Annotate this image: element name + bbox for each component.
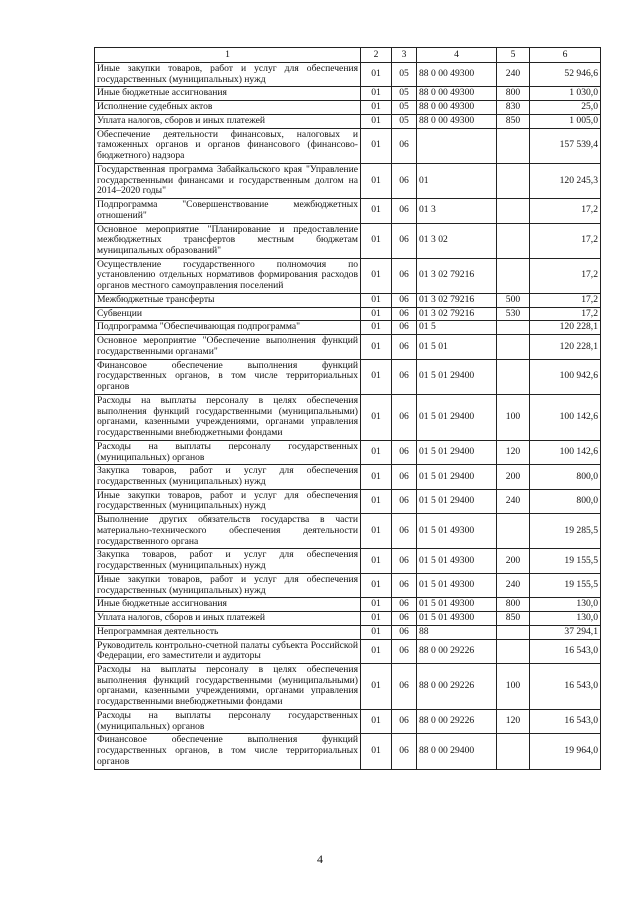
table-row [95,639,601,663]
column-header: 5 [497,48,530,63]
section-code-cell: 01 [361,489,392,513]
subsection-code-cell: 06 [392,440,417,464]
table-row [95,293,601,307]
table-row [95,163,601,198]
column-header: 6 [530,48,601,63]
target-article-cell: 01 3 02 79216 [417,293,497,307]
expense-type-cell [497,335,530,359]
section-code-cell: 01 [361,639,392,663]
table-row [95,394,601,440]
target-article-cell: 01 5 01 [417,335,497,359]
target-article-cell: 88 0 00 29226 [417,709,497,733]
section-code-cell: 01 [361,293,392,307]
table-row [95,514,601,549]
amount-cell: 130,0 [530,612,601,626]
budget-table [94,47,601,770]
section-code-cell: 01 [361,163,392,198]
target-article-cell: 01 5 01 49300 [417,612,497,626]
column-header: 1 [95,48,361,63]
target-article-cell [417,128,497,163]
page-number: 4 [317,852,323,866]
amount-cell: 1 005,0 [530,114,601,128]
row-name-cell: Субвенции [95,307,361,321]
target-article-cell: 01 3 02 [417,223,497,258]
row-name-cell: Подпрограмма "Обеспечивающая подпрограмма" [95,321,361,335]
expense-type-cell: 120 [497,440,530,464]
subsection-code-cell: 06 [392,514,417,549]
subsection-code-cell: 06 [392,625,417,639]
row-name-cell: Расходы на выплаты персоналу в целях обеспечения выполнения функций государственными (муниципальными) органами, казенными учреждениями, органами управления государственными внебюджетными фондами [95,394,361,440]
section-code-cell: 01 [361,87,392,101]
section-code-cell: 01 [361,335,392,359]
table-row [95,63,601,87]
row-name-cell: Финансовое обеспечение выполнения функций государственных органов, в том числе территориальных органов [95,359,361,394]
section-code-cell: 01 [361,258,392,293]
row-name-cell: Государственная программа Забайкальского края "Управление государственными финансами и государственным долгом на 2014–2020 годы" [95,163,361,198]
subsection-code-cell: 06 [392,465,417,489]
amount-cell: 100 142,6 [530,440,601,464]
subsection-code-cell: 06 [392,598,417,612]
table-row [95,598,601,612]
row-name-cell: Иные закупки товаров, работ и услуг для обеспечения государственных (муниципальных) нужд [95,63,361,87]
subsection-code-cell: 06 [392,258,417,293]
section-code-cell: 01 [361,440,392,464]
table-header-row [95,48,601,63]
subsection-code-cell: 06 [392,489,417,513]
row-name-cell: Иные бюджетные ассигнования [95,598,361,612]
subsection-code-cell: 06 [392,359,417,394]
table-row [95,489,601,513]
subsection-code-cell: 06 [392,734,417,769]
subsection-code-cell: 05 [392,114,417,128]
amount-cell: 17,2 [530,223,601,258]
amount-cell: 16 543,0 [530,639,601,663]
section-code-cell: 01 [361,63,392,87]
section-code-cell: 01 [361,394,392,440]
table-row [95,359,601,394]
amount-cell: 120 245,3 [530,163,601,198]
table-row [95,223,601,258]
section-code-cell: 01 [361,321,392,335]
subsection-code-cell: 06 [392,307,417,321]
amount-cell: 17,2 [530,199,601,223]
row-name-cell: Выполнение других обязательств государства в части материально-технического обеспечения деятельности государственного органа [95,514,361,549]
target-article-cell: 01 3 02 79216 [417,258,497,293]
row-name-cell: Непрограммная деятельность [95,625,361,639]
expense-type-cell [497,625,530,639]
expense-type-cell: 240 [497,489,530,513]
target-article-cell: 88 0 00 29226 [417,639,497,663]
target-article-cell: 01 5 01 49300 [417,598,497,612]
target-article-cell: 88 0 00 29226 [417,663,497,709]
amount-cell: 120 228,1 [530,335,601,359]
expense-type-cell [497,128,530,163]
section-code-cell: 01 [361,598,392,612]
row-name-cell: Расходы на выплаты персоналу государственных (муниципальных) органов [95,709,361,733]
target-article-cell: 01 5 01 29400 [417,359,497,394]
expense-type-cell: 800 [497,598,530,612]
amount-cell: 37 294,1 [530,625,601,639]
expense-type-cell: 800 [497,87,530,101]
section-code-cell: 01 [361,514,392,549]
section-code-cell: 01 [361,663,392,709]
expense-type-cell: 100 [497,663,530,709]
section-code-cell: 01 [361,573,392,597]
row-name-cell: Межбюджетные трансферты [95,293,361,307]
section-code-cell: 01 [361,612,392,626]
section-code-cell: 01 [361,114,392,128]
expense-type-cell: 850 [497,612,530,626]
target-article-cell: 01 5 01 49300 [417,514,497,549]
amount-cell: 120 228,1 [530,321,601,335]
expense-type-cell: 200 [497,549,530,573]
section-code-cell: 01 [361,734,392,769]
section-code-cell: 01 [361,549,392,573]
row-name-cell: Иные бюджетные ассигнования [95,87,361,101]
expense-type-cell [497,223,530,258]
table-row [95,128,601,163]
target-article-cell: 88 0 00 29400 [417,734,497,769]
section-code-cell: 01 [361,223,392,258]
target-article-cell: 01 3 [417,199,497,223]
subsection-code-cell: 06 [392,199,417,223]
subsection-code-cell: 05 [392,87,417,101]
expense-type-cell: 100 [497,394,530,440]
target-article-cell: 01 5 01 29400 [417,465,497,489]
row-name-cell: Расходы на выплаты персоналу государственных (муниципальных) органов [95,440,361,464]
amount-cell: 800,0 [530,489,601,513]
amount-cell: 52 946,6 [530,63,601,87]
table-row [95,199,601,223]
row-name-cell: Закупка товаров, работ и услуг для обеспечения государственных (муниципальных) нужд [95,465,361,489]
subsection-code-cell: 06 [392,293,417,307]
expense-type-cell: 830 [497,101,530,115]
subsection-code-cell: 06 [392,709,417,733]
subsection-code-cell: 06 [392,335,417,359]
expense-type-cell [497,514,530,549]
row-name-cell: Уплата налогов, сборов и иных платежей [95,114,361,128]
expense-type-cell [497,258,530,293]
expense-type-cell [497,199,530,223]
table-row [95,87,601,101]
column-header: 4 [417,48,497,63]
column-header: 3 [392,48,417,63]
table-row [95,101,601,115]
table-row [95,114,601,128]
table-row [95,321,601,335]
subsection-code-cell: 06 [392,549,417,573]
table-row [95,440,601,464]
amount-cell: 17,2 [530,307,601,321]
expense-type-cell: 530 [497,307,530,321]
table-row [95,307,601,321]
expense-type-cell [497,359,530,394]
expense-type-cell: 240 [497,63,530,87]
target-article-cell: 88 0 00 49300 [417,63,497,87]
row-name-cell: Финансовое обеспечение выполнения функций государственных органов, в том числе территориальных органов [95,734,361,769]
section-code-cell: 01 [361,625,392,639]
target-article-cell: 01 5 01 29400 [417,489,497,513]
amount-cell: 100 942,6 [530,359,601,394]
table-row [95,258,601,293]
amount-cell: 19 155,5 [530,549,601,573]
amount-cell: 800,0 [530,465,601,489]
amount-cell: 16 543,0 [530,663,601,709]
target-article-cell: 01 5 [417,321,497,335]
target-article-cell: 01 [417,163,497,198]
table-row [95,549,601,573]
row-name-cell: Основное мероприятие "Обеспечение выполнения функций государственными органами" [95,335,361,359]
subsection-code-cell: 06 [392,573,417,597]
expense-type-cell [497,734,530,769]
subsection-code-cell: 06 [392,163,417,198]
target-article-cell: 88 0 00 49300 [417,114,497,128]
table-row [95,335,601,359]
expense-type-cell [497,321,530,335]
amount-cell: 157 539,4 [530,128,601,163]
expense-type-cell: 240 [497,573,530,597]
row-name-cell: Закупка товаров, работ и услуг для обеспечения государственных (муниципальных) нужд [95,549,361,573]
amount-cell: 19 155,5 [530,573,601,597]
row-name-cell: Исполнение судебных актов [95,101,361,115]
row-name-cell: Обеспечение деятельности финансовых, налоговых и таможенных органов и органов финансового (финансово-бюджетного) надзора [95,128,361,163]
amount-cell: 19 964,0 [530,734,601,769]
amount-cell: 1 030,0 [530,87,601,101]
row-name-cell: Расходы на выплаты персоналу в целях обеспечения выполнения функций государственными (муниципальными) органами, казенными учреждениями, органами управления государственными внебюджетными фондами [95,663,361,709]
expense-type-cell [497,163,530,198]
table-row [95,663,601,709]
table-row [95,625,601,639]
subsection-code-cell: 06 [392,223,417,258]
amount-cell: 25,0 [530,101,601,115]
target-article-cell: 01 3 02 79216 [417,307,497,321]
table-row [95,573,601,597]
row-name-cell: Уплата налогов, сборов и иных платежей [95,612,361,626]
amount-cell: 100 142,6 [530,394,601,440]
section-code-cell: 01 [361,359,392,394]
subsection-code-cell: 06 [392,394,417,440]
subsection-code-cell: 05 [392,101,417,115]
expense-type-cell: 500 [497,293,530,307]
subsection-code-cell: 06 [392,663,417,709]
section-code-cell: 01 [361,101,392,115]
subsection-code-cell: 06 [392,612,417,626]
target-article-cell: 01 5 01 49300 [417,573,497,597]
row-name-cell: Иные закупки товаров, работ и услуг для обеспечения государственных (муниципальных) нужд [95,573,361,597]
subsection-code-cell: 06 [392,128,417,163]
amount-cell: 17,2 [530,293,601,307]
target-article-cell: 88 0 00 49300 [417,87,497,101]
row-name-cell: Основное мероприятие "Планирование и предоставление межбюджетных трансфертов местным бюджетам муниципальных образований" [95,223,361,258]
section-code-cell: 01 [361,465,392,489]
table-row [95,734,601,769]
amount-cell: 130,0 [530,598,601,612]
expense-type-cell: 850 [497,114,530,128]
table-row [95,612,601,626]
target-article-cell: 01 5 01 49300 [417,549,497,573]
row-name-cell: Осуществление государственного полномочия по установлению отдельных нормативов формирования расходов органов местного самоуправления поселений [95,258,361,293]
row-name-cell: Иные закупки товаров, работ и услуг для обеспечения государственных (муниципальных) нужд [95,489,361,513]
subsection-code-cell: 06 [392,321,417,335]
amount-cell: 16 543,0 [530,709,601,733]
subsection-code-cell: 05 [392,63,417,87]
amount-cell: 17,2 [530,258,601,293]
row-name-cell: Подпрограмма "Совершенствование межбюджетных отношений" [95,199,361,223]
target-article-cell: 88 0 00 49300 [417,101,497,115]
section-code-cell: 01 [361,709,392,733]
column-header: 2 [361,48,392,63]
amount-cell: 19 285,5 [530,514,601,549]
row-name-cell: Руководитель контрольно-счетной палаты субъекта Российской Федерации, его заместители и аудиторы [95,639,361,663]
section-code-cell: 01 [361,307,392,321]
expense-type-cell [497,639,530,663]
table-row [95,465,601,489]
target-article-cell: 01 5 01 29400 [417,394,497,440]
section-code-cell: 01 [361,199,392,223]
section-code-cell: 01 [361,128,392,163]
table-row [95,709,601,733]
subsection-code-cell: 06 [392,639,417,663]
target-article-cell: 01 5 01 29400 [417,440,497,464]
table-body [95,63,601,770]
target-article-cell: 88 [417,625,497,639]
expense-type-cell: 200 [497,465,530,489]
expense-type-cell: 120 [497,709,530,733]
